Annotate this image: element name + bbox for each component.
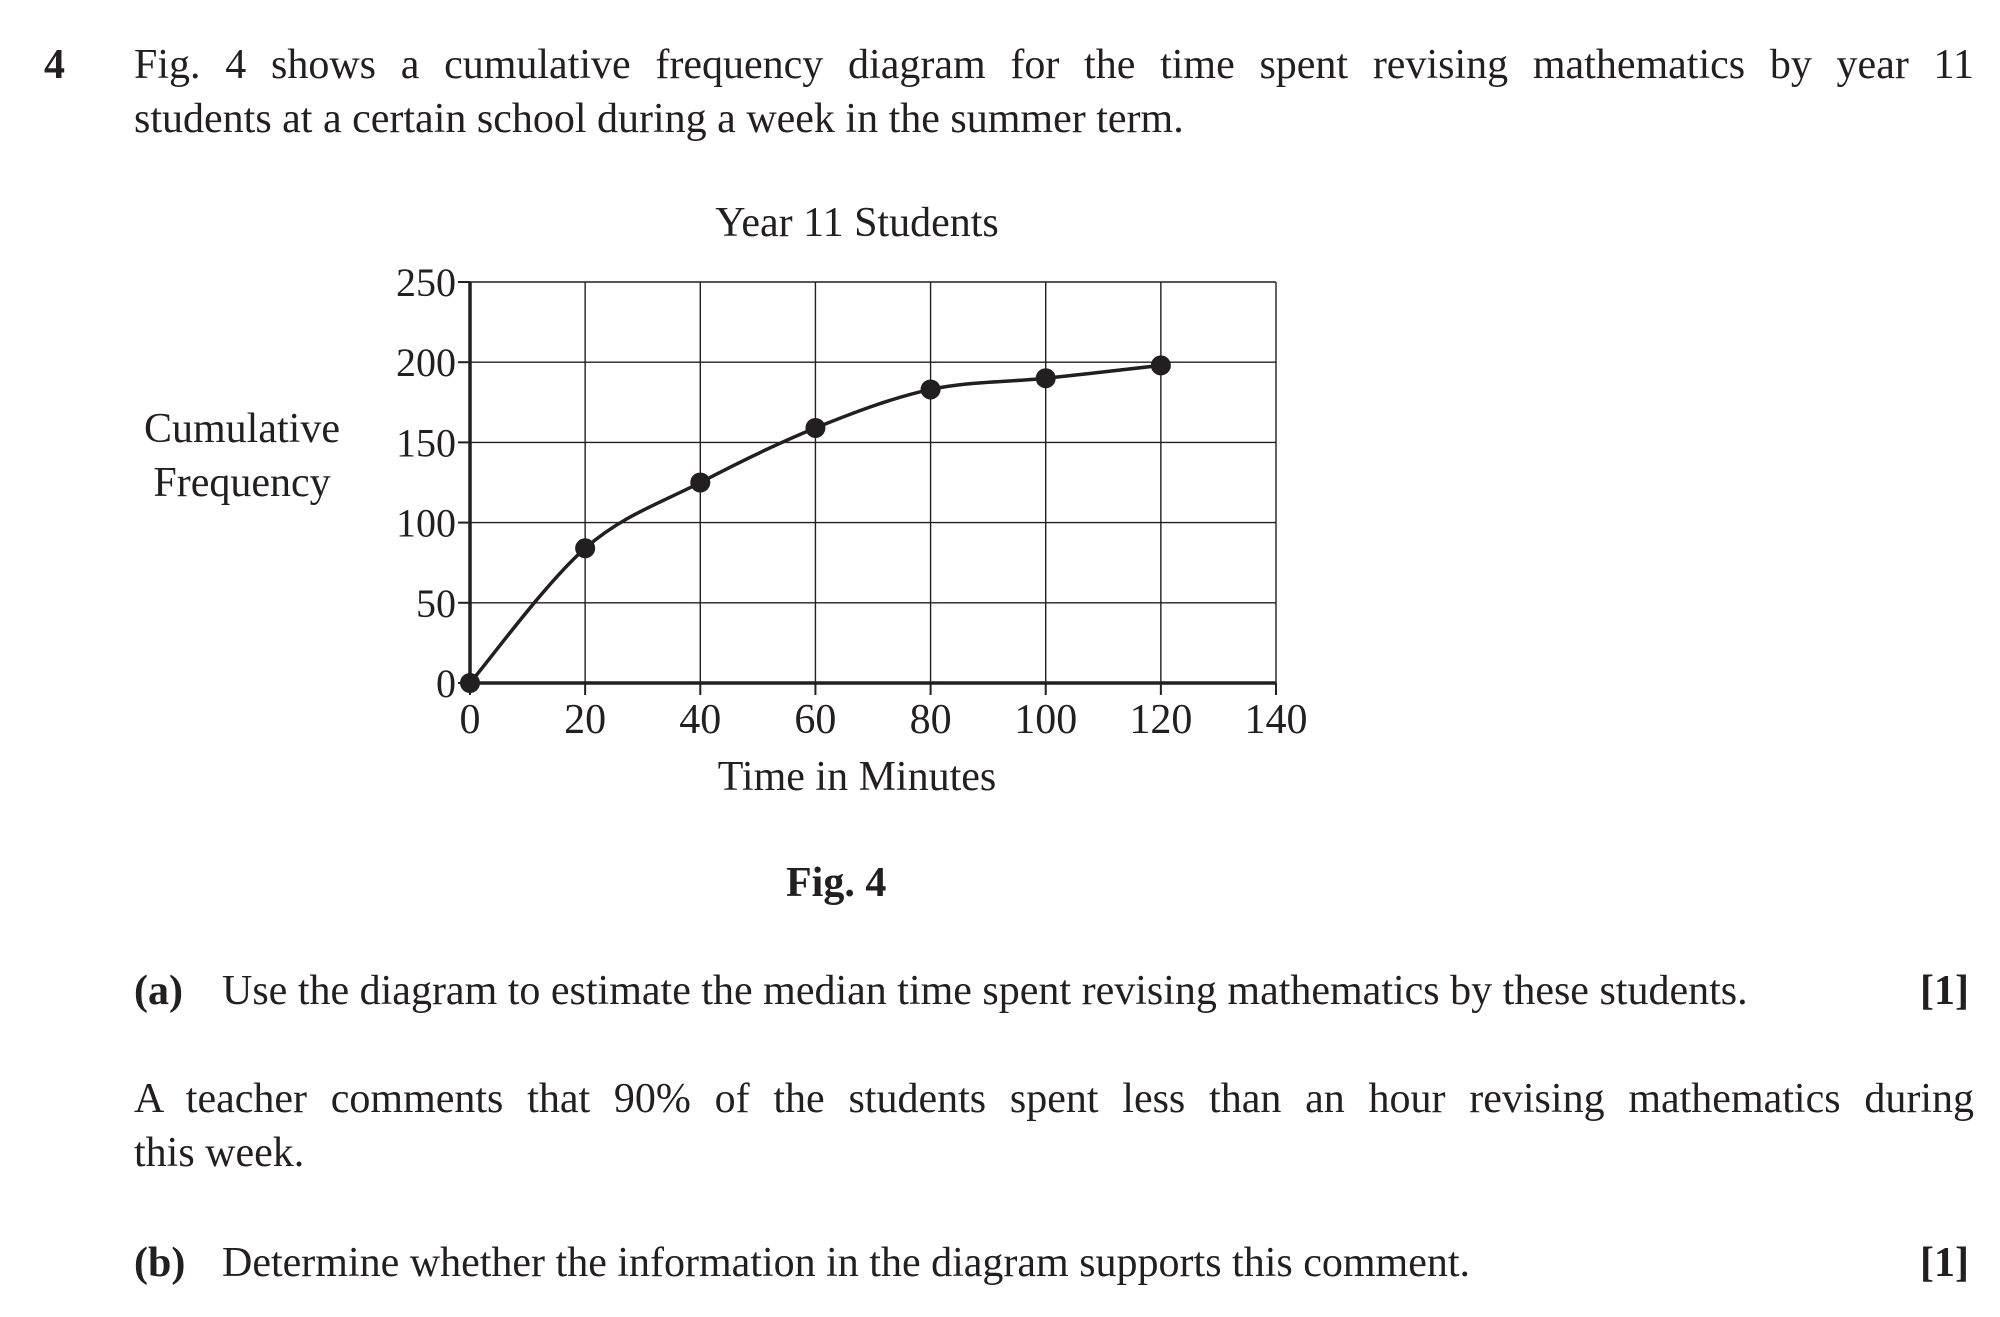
x-axis-label: Time in Minutes (717, 754, 997, 800)
question-number: 4 (44, 42, 65, 88)
part-b-marks: [1] (1920, 1240, 1969, 1286)
data-point (460, 673, 480, 693)
y-tick-label: 0 (436, 661, 456, 706)
x-tick-label: 100 (1014, 697, 1078, 743)
chart-title: Year 11 Students (715, 200, 999, 246)
part-b-text: Determine whether the information in the diagram supports this comment. (222, 1240, 1471, 1286)
teacher-comment-line2: this week. (134, 1130, 305, 1176)
x-tick-label: 60 (794, 697, 837, 743)
chart-axes (458, 282, 1276, 695)
data-point (1036, 368, 1056, 388)
y-axis-label-line: Frequency (153, 460, 331, 506)
data-point (805, 418, 825, 438)
chart-labels (144, 200, 1307, 800)
x-tick-label: 20 (564, 697, 607, 743)
chart-grid (470, 282, 1276, 683)
y-tick-label: 250 (396, 260, 456, 305)
part-b-label: (b) (134, 1240, 186, 1286)
cumulative-frequency-chart (0, 180, 2000, 1000)
question-intro-line2: students at a certain school during a week in the summer term. (134, 96, 1184, 142)
part-a-label: (a) (134, 968, 183, 1014)
y-tick-label: 200 (396, 340, 456, 386)
data-point (575, 538, 595, 558)
question-intro-line1: Fig. 4 shows a cumulative frequency diagram for the time spent revising mathematics by year 11 (134, 42, 1974, 88)
data-point (921, 379, 941, 399)
data-point (1151, 355, 1171, 375)
y-tick-label: 50 (416, 580, 456, 626)
x-tick-label: 80 (909, 697, 952, 743)
y-tick-label: 100 (396, 500, 456, 546)
part-a-marks: [1] (1920, 968, 1969, 1014)
part-a-text: Use the diagram to estimate the median time spent revising mathematics by these students. (222, 968, 1748, 1014)
y-axis-label-line: Cumulative (144, 406, 340, 452)
teacher-comment-line1: A teacher comments that 90% of the students spent less than an hour revising mathematics during (134, 1076, 1974, 1122)
y-tick-label: 150 (396, 420, 456, 466)
figure-caption: Fig. 4 (786, 860, 887, 906)
x-tick-label: 120 (1129, 697, 1193, 743)
x-tick-label: 0 (459, 697, 481, 743)
data-point (690, 473, 710, 493)
x-tick-label: 40 (679, 697, 722, 743)
x-tick-label: 140 (1244, 697, 1308, 743)
